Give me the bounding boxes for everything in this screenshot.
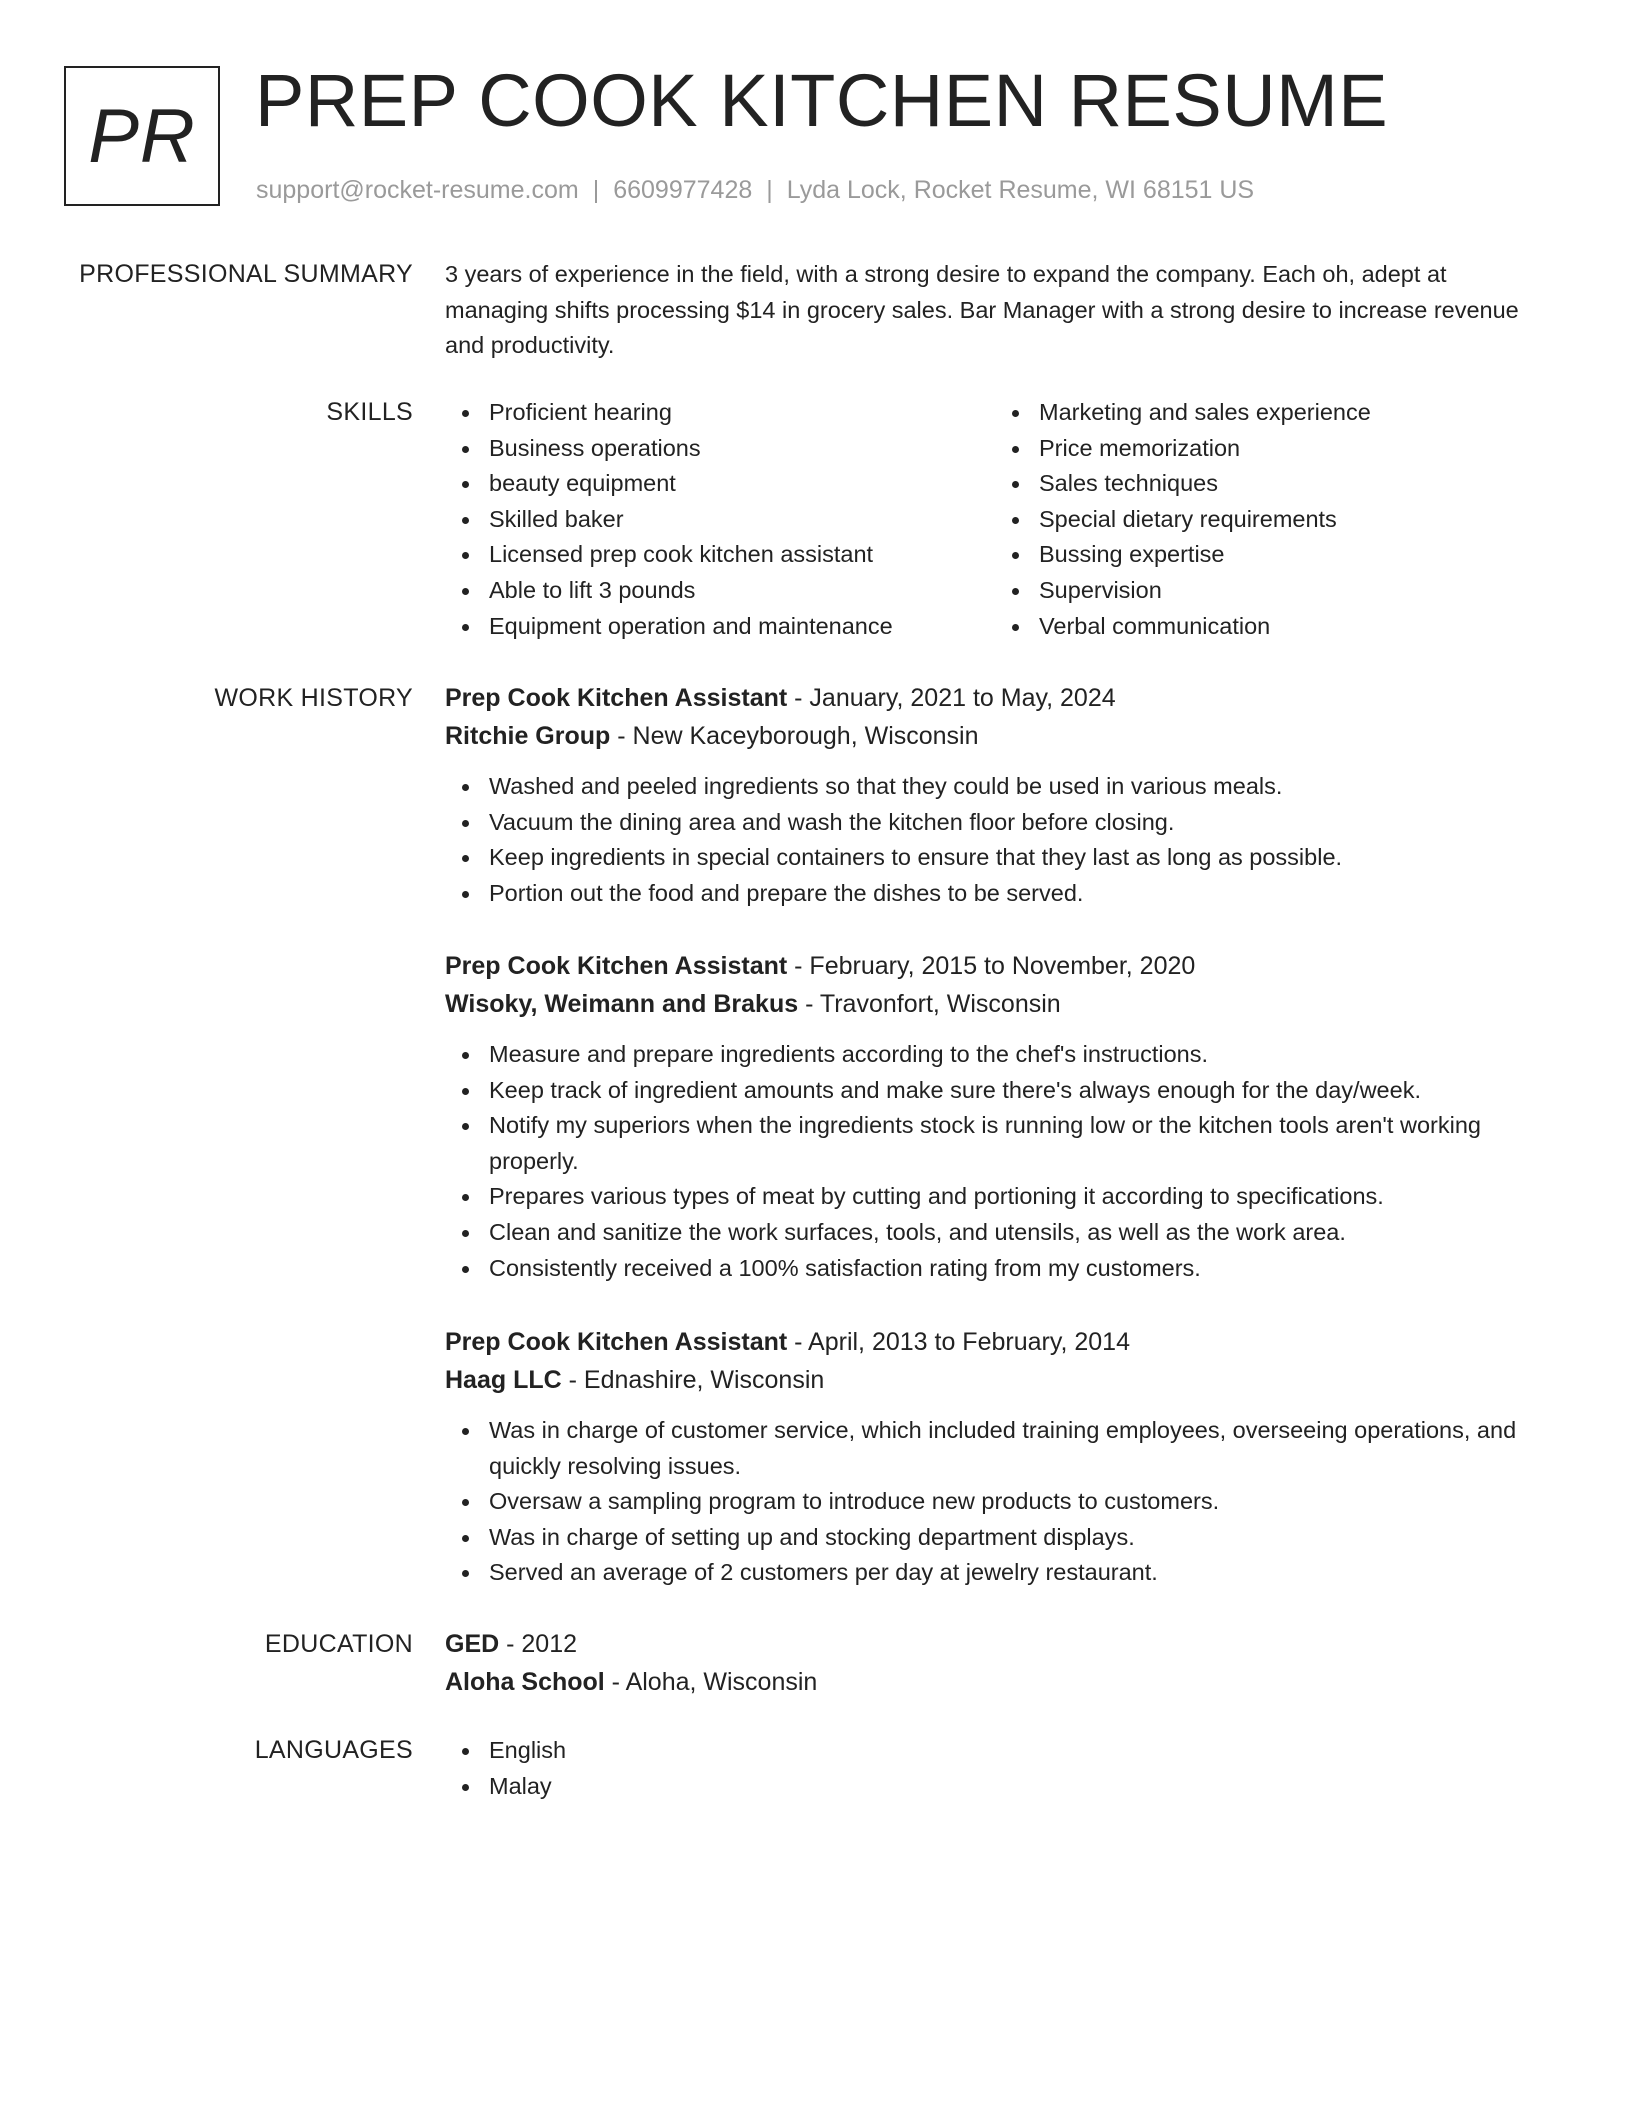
- section-label-skills: SKILLS: [326, 398, 413, 426]
- job-company: Ritchie Group: [445, 722, 611, 750]
- education-location: - Aloha, Wisconsin: [604, 1668, 818, 1696]
- job-dates: - April, 2013 to February, 2014: [787, 1328, 1130, 1356]
- skill-item: Supervision: [1039, 573, 1545, 609]
- summary-text: 3 years of experience in the field, with a strong desire to expand the company. Each oh, adept at managing shifts processing $14 in grocery sales. Bar Manager with a strong desire to increase revenue and productivity.: [445, 261, 1519, 359]
- job-location: - Ednashire, Wisconsin: [561, 1366, 825, 1394]
- contact-address: Lyda Lock, Rocket Resume, WI 68151 US: [786, 176, 1255, 204]
- education-school: Aloha School: [445, 1668, 605, 1696]
- skill-item: Licensed prep cook kitchen assistant: [489, 537, 995, 573]
- contact-email: support@rocket-resume.com: [256, 176, 579, 204]
- job-title-line: [445, 947, 1545, 985]
- skills-list-right: [995, 395, 1545, 644]
- job-title: Prep Cook Kitchen Assistant: [445, 1328, 788, 1356]
- skill-item: Marketing and sales experience: [1039, 395, 1545, 431]
- job-title-line: [445, 1323, 1545, 1361]
- job-bullet: Keep track of ingredient amounts and make sure there's always enough for the day/week.: [489, 1073, 1545, 1109]
- job-bullet: Clean and sanitize the work surfaces, tools, and utensils, as well as the work area.: [489, 1215, 1545, 1251]
- job-location: - New Kaceyborough, Wisconsin: [610, 722, 979, 750]
- job-bullet: Washed and peeled ingredients so that they could be used in various meals.: [489, 769, 1545, 805]
- job-company-line: [445, 717, 1545, 755]
- job-company-line: [445, 985, 1545, 1023]
- job-company: Wisoky, Weimann and Brakus: [445, 990, 799, 1018]
- job-bullet: Consistently received a 100% satisfaction rating from my customers.: [489, 1251, 1545, 1287]
- job-company: Haag LLC: [445, 1366, 562, 1394]
- job-title-line: [445, 679, 1545, 717]
- skill-item: Business operations: [489, 431, 995, 467]
- job-bullets: [445, 1037, 1545, 1286]
- job-bullet: Was in charge of customer service, which included training employees, overseeing operations, and quickly resolving issues.: [489, 1413, 1545, 1484]
- job-title: Prep Cook Kitchen Assistant: [445, 952, 788, 980]
- skills-list-left: [445, 395, 995, 644]
- job-bullet: Prepares various types of meat by cutting and portioning it according to specifications.: [489, 1179, 1545, 1215]
- contact-phone: 6609977428: [613, 176, 753, 204]
- job-bullet: Vacuum the dining area and wash the kitchen floor before closing.: [489, 805, 1545, 841]
- resume-title: PREP COOK KITCHEN RESUME: [255, 59, 1389, 142]
- job-bullets: [445, 1413, 1545, 1591]
- contact-separator: |: [766, 176, 773, 204]
- education-school-line: [445, 1663, 1545, 1701]
- skill-item: Proficient hearing: [489, 395, 995, 431]
- education-degree: GED: [445, 1630, 500, 1658]
- skill-item: Price memorization: [1039, 431, 1545, 467]
- job-dates: - February, 2015 to November, 2020: [787, 952, 1196, 980]
- contact-line: [256, 173, 1254, 207]
- section-label-summary: PROFESSIONAL SUMMARY: [79, 260, 413, 288]
- skill-item: Verbal communication: [1039, 609, 1545, 645]
- skill-item: Bussing expertise: [1039, 537, 1545, 573]
- job-bullet: Notify my superiors when the ingredients stock is running low or the kitchen tools aren't working properly.: [489, 1108, 1545, 1179]
- monogram-initials: PR: [88, 93, 196, 179]
- section-label-work: WORK HISTORY: [214, 684, 413, 712]
- skill-item: Equipment operation and maintenance: [489, 609, 995, 645]
- contact-separator: |: [592, 176, 600, 204]
- job-bullet: Was in charge of setting up and stocking department displays.: [489, 1520, 1545, 1556]
- skill-item: Special dietary requirements: [1039, 502, 1545, 538]
- job-bullet: Measure and prepare ingredients according to the chef's instructions.: [489, 1037, 1545, 1073]
- monogram-badge: [64, 66, 220, 206]
- skill-item: beauty equipment: [489, 466, 995, 502]
- skills-grid: [445, 395, 1545, 644]
- education-degree-line: [445, 1625, 1545, 1663]
- skill-item: Sales techniques: [1039, 466, 1545, 502]
- job-bullet: Oversaw a sampling program to introduce new products to customers.: [489, 1484, 1545, 1520]
- languages-list: [445, 1733, 1545, 1804]
- job-bullet: Portion out the food and prepare the dishes to be served.: [489, 876, 1545, 912]
- job-dates: - January, 2021 to May, 2024: [787, 684, 1116, 712]
- job-bullet: Served an average of 2 customers per day at jewelry restaurant.: [489, 1555, 1545, 1591]
- section-label-education: EDUCATION: [264, 1630, 413, 1658]
- job-location: - Travonfort, Wisconsin: [798, 990, 1061, 1018]
- skill-item: Able to lift 3 pounds: [489, 573, 995, 609]
- job-title: Prep Cook Kitchen Assistant: [445, 684, 788, 712]
- education-year: - 2012: [499, 1630, 578, 1658]
- job-bullets: [445, 769, 1545, 911]
- job-bullet: Keep ingredients in special containers to ensure that they last as long as possible.: [489, 840, 1545, 876]
- job-company-line: [445, 1361, 1545, 1399]
- language-item: English: [489, 1733, 1545, 1769]
- language-item: Malay: [489, 1769, 1545, 1805]
- section-label-languages: LANGUAGES: [254, 1736, 413, 1764]
- skill-item: Skilled baker: [489, 502, 995, 538]
